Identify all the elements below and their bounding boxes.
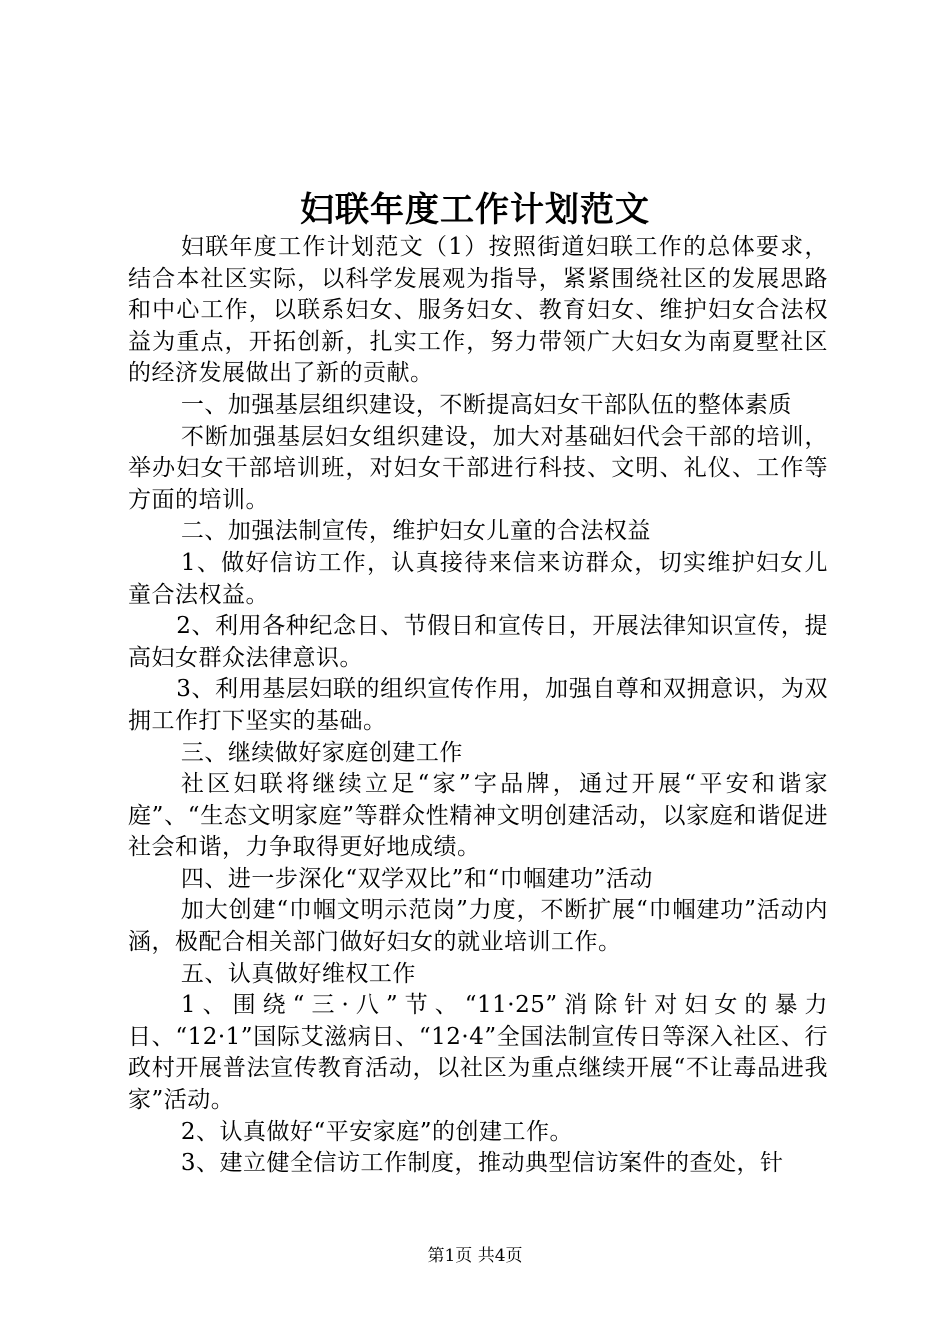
- list-item: 2、认真做好“平安家庭”的创建工作。: [180, 1118, 574, 1145]
- list-item: 1、做好信访工作，认真接待来信来访群众，切实维护妇女儿童合法权益。: [128, 549, 828, 608]
- document-title: 妇联年度工作计划范文: [300, 190, 650, 230]
- section-heading-2: 二、加强法制宣传，维护妇女儿童的合法权益: [180, 518, 651, 545]
- section-heading-4: 四、进一步深化“双学双比”和“巾帼建功”活动: [180, 865, 653, 892]
- document-body: [128, 232, 828, 1180]
- section-heading-5: 五、认真做好维权工作: [180, 960, 416, 987]
- list-item: 3、建立健全信访工作制度，推动典型信访案件的查处，针: [180, 1150, 784, 1177]
- list-item: 2、利用各种纪念日、节假日和宣传日，开展法律知识宣传，提高妇女群众法律意识。: [128, 613, 828, 671]
- section-heading-3: 三、继续做好家庭创建工作: [180, 739, 463, 766]
- paragraph: 加大创建“巾帼文明示范岗”力度，不断扩展“巾帼建功”活动内涵，极配合相关部门做好妇女的就业培训工作。: [128, 897, 828, 956]
- paragraph: 社区妇联将继续立足“家”字品牌，通过开展“平安和谐家庭”、“生态文明家庭”等群众性精神文明创建活动，以家庭和谐促进社会和谐，力争取得更好地成绩。: [128, 771, 828, 861]
- section-heading-1: 一、加强基层组织建设，不断提高妇女干部队伍的整体素质: [180, 391, 792, 418]
- list-item: 3、利用基层妇联的组织宣传作用，加强自尊和双拥意识，为双拥工作打下坚实的基础。: [128, 676, 828, 734]
- paragraph: 不断加强基层妇女组织建设，加大对基础妇代会干部的培训，举办妇女干部培训班，对妇女干部进行科技、文明、礼仪、工作等方面的培训。: [128, 423, 828, 513]
- page-number-footer: 第1页 共4页: [427, 1246, 523, 1266]
- paragraph-intro: 妇联年度工作计划范文（1）按照街道妇联工作的总体要求，结合本社区实际，以科学发展观为指导，紧紧围绕社区的发展思路和中心工作，以联系妇女、服务妇女、教育妇女、维护妇女合法权益为重点，开拓创新，扎实工作，努力带领广大妇女为南夏墅社区的经济发展做出了新的贡献。: [128, 234, 828, 387]
- list-item: 1、围绕“三·八”节、“11·25”消除针对妇女的暴力日、“12·1”国际艾滋病日、“12·4”全国法制宣传日等深入社区、行政村开展普法宣传教育活动，以社区为重点继续开展“不让毒品进我家”活动。: [128, 992, 828, 1114]
